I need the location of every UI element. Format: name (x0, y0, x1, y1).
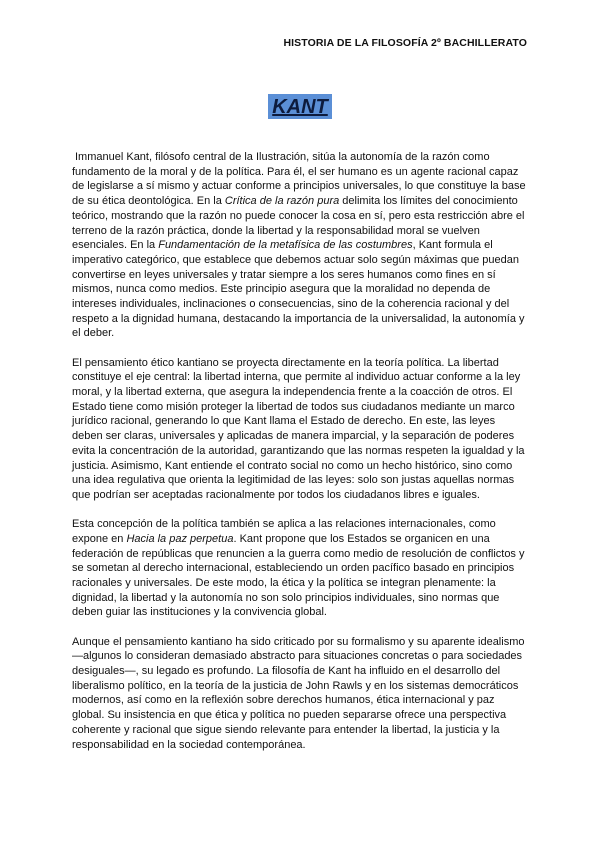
paragraph-1 (72, 150, 526, 341)
paragraph-2: El pensamiento ético kantiano se proyecta directamente en la teoría política. La libertad constituye el eje central: la libertad interna, que permite al individuo actuar conforme a la ley moral, y la libertad externa, que asegura la independencia frente a la coacción de otros. El Estado tiene como misión proteger la libertad de todos sus ciudadanos mediante un marco jurídico racional, generando lo que Kant llama el Estado de derecho. En este, las leyes deben ser claras, universales y aplicadas de manera imparcial, y la separación de poderes evita la concentración de la autoridad, garantizando que las normas respeten la igualdad y la justicia. Asimismo, Kant entiende el contrato social no como un hecho histórico, sino como una idea regulativa que orienta la legitimidad de las leyes: solo son justas aquellas normas que podrían ser aceptadas racionalmente por todos los ciudadanos libres e iguales. (72, 356, 525, 501)
paragraph-3 (72, 517, 526, 620)
paragraph-1-text-e: , Kant formula el imperativo categórico, que establece que debemos actuar solo según máximas que puedan convertirse en leyes universales y tratar siempre a los seres humanos como fines en sí mismos, nunca como medios. Este principio asegura que la moralidad no dependa de intereses individuales, inclinaciones o consecuencias, sino de la coherencia racional y del respeto a la dignidad humana, destacando la importancia de la universalidad, la autonomía y el deber. (72, 239, 525, 340)
paragraph-4: Aunque el pensamiento kantiano ha sido criticado por su formalismo y su aparente idealismo —algunos lo consideran demasiado abstracto para situaciones concretas o para sociedades desiguales—, su legado es profundo. La filosofía de Kant ha influido en el desarrollo del liberalismo político, en la teoría de la justicia de John Rawls y en los sistemas democráticos modernos, así como en la reflexión sobre derechos humanos, ética internacional y paz global. Su insistencia en que ética y política no pueden separarse ofrece una perspectiva coherente y racional que sigue siendo relevante para entender la libertad, la justicia y la responsabilidad en la sociedad contemporánea. (72, 635, 525, 751)
document-title: KANT (268, 94, 332, 119)
paragraph-1-text-a: Immanuel Kant, filósofo central de la Ilustración, sitúa la autonomía de la razón como fundamento de la moral y de la política. Para él, el ser humano es un agente racional capaz de legislarse a sí mismo y actuar conforme a principios universales, lo que constituye la base de su ética deontológica. En la (72, 151, 526, 208)
paragraph-1-text-c: delimita los límites del conocimiento teórico, mostrando que la razón no puede conocer la cosa en sí, pero esta restricción abre el terreno de la razón práctica, donde la libertad y la responsabilidad moral se vuelven esenciales. En la (72, 195, 525, 252)
document-body (72, 150, 526, 767)
paragraph-3-text-c: . Kant propone que los Estados se organicen en una federación de repúblicas que renuncien a la guerra como medio de resolución de conflictos y se sometan al derecho internacional, estableciendo un orden pacífico basado en principios racionales y universales. De este modo, la ética y la política se integran plenamente: la dignidad, la libertad y la autonomía no son solo principios individuales, sino normas que deben guiar las instituciones y la convivencia global. (72, 532, 525, 619)
book-title-paz-perpetua: Hacia la paz perpetua (126, 532, 234, 545)
title-container (0, 94, 600, 119)
book-title-critica: Crítica de la razón pura (224, 195, 340, 208)
paragraph-3-text-a: Esta concepción de la política también se aplica a las relaciones internacionales, como expone en (72, 518, 496, 545)
book-title-fundamentacion: Fundamentación de la metafísica de las costumbres (158, 239, 413, 252)
course-header: HISTORIA DE LA FILOSOFÍA 2º BACHILLERATO (283, 37, 527, 49)
